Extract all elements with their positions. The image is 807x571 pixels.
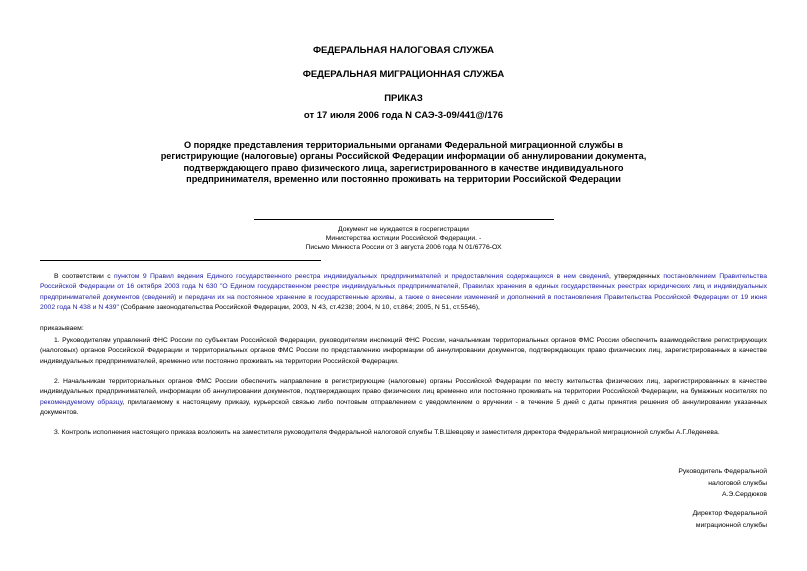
signature-migration-line-2: миграционной службы	[695, 521, 767, 529]
registration-note-line-1: Документ не нуждается в госрегистрации	[338, 226, 469, 233]
signature-migration-line-1: Директор Федеральной	[692, 510, 767, 517]
signature-tax-name: А.Э.Сердюков	[721, 491, 767, 499]
header-doc-type: ПРИКАЗ	[384, 93, 423, 104]
intro-text-3: (Собрание законодательства Российской Федерации, 2003, N 43, ст.4238; 2004, N 10, ст.864; 2005, N 51, ст.5546),	[118, 304, 480, 312]
document-title: О порядке представления территориальными органами Федеральной миграционной службы в регистрирующие (налоговые) органы Российской Федерации информации об аннулировании документа, подтверждающего право физического лица, зарегистрированного в качестве индивидуального предпринимателя, временно или постоянно проживать на территории Российской Федерации	[160, 140, 647, 184]
signature-tax-line-2: налоговой службы	[708, 479, 767, 487]
note-divider	[40, 260, 321, 261]
header-agency-tax: ФЕДЕРАЛЬНАЯ НАЛОГОВАЯ СЛУЖБА	[312, 45, 495, 56]
item2-text-1: 2. Начальникам территориальных органов ФМС России обеспечить направление в регистрирующие (налоговые) органы Российской Федерации по месту жительства физических лиц, зарегистрированных в качестве индивидуальных предпринимателей, информации об аннулировании документов, подтверждающих право физических лиц временно или постоянно проживать на территории Российской Федерации, на бумажных носителях по	[40, 378, 767, 396]
item2-text-2: , прилагаемому к настоящему приказу, курьерской связью либо почтовым отправлением с уведомлением о вручении - в течение 5 дней с даты принятия решения об аннулировании указанных документов.	[40, 398, 767, 417]
order-item-3: 3. Контроль исполнения настоящего приказа возложить на заместителя руководителя Федеральной налоговой службы Т.В.Шевцову и заместителя директора Федеральной миграционной службы А.Г.Леденева.	[54, 429, 720, 436]
orders-label: приказываем:	[40, 325, 84, 332]
order-item-2	[40, 377, 767, 419]
intro-paragraph	[40, 272, 767, 314]
registration-note-line-2: Министерства юстиции Российской Федерации. -	[325, 235, 482, 242]
header-doc-date-number: от 17 июля 2006 года N САЭ-3-09/441@/176	[303, 110, 504, 121]
title-divider	[254, 219, 554, 220]
signature-block-tax	[678, 466, 767, 501]
link-government-decree-630[interactable]: постановлением Правительства Российской Федерации от 16 октября 2003 года N 630 "О Едином государственном реестре индивидуальных предпринимателей, Правилах хранения в единых государственных реестрах юридических лиц и индивидуальных предпринимателей документов (сведений) и передачи их на постоянное хранение в государственные архивы, а также о внесении изменений и дополнений в постановления Правительства Российской Федерации от 19 июня 2002 года N 438 и N 439"	[40, 273, 767, 312]
intro-text-2: , утвержденных	[608, 273, 664, 280]
intro-text-1: В соответствии с	[54, 273, 115, 280]
order-item-1: 1. Руководителям управлений ФНС России по субъектам Российской Федерации, руководителям инспекций ФНС России, начальникам территориальных органов ФМС России обеспечить взаимодействие регистрирующих (налоговых) органов Российской Федерации и территориальных органов ФМС России по представлению информации об аннулировании документов, подтверждающих право физических лиц, зарегистрированных в качестве индивидуальных предпринимателей, временно или постоянно проживать на территории Российской Федерации.	[40, 337, 767, 365]
link-recommended-form[interactable]: рекомендуемому образцу	[40, 398, 123, 406]
signature-tax-line-1: Руководитель Федеральной	[678, 468, 767, 475]
link-rules-paragraph-9[interactable]: пунктом 9 Правил ведения Единого государственного реестра индивидуальных предпринимателей и предоставления содержащихся в нем сведений	[114, 273, 609, 280]
signature-block-migration	[693, 508, 767, 531]
header-agency-migration: ФЕДЕРАЛЬНАЯ МИГРАЦИОННАЯ СЛУЖБА	[302, 69, 505, 80]
registration-note-line-3: Письмо Минюста России от 3 августа 2006 года N 01/6776-ОХ	[305, 244, 502, 251]
